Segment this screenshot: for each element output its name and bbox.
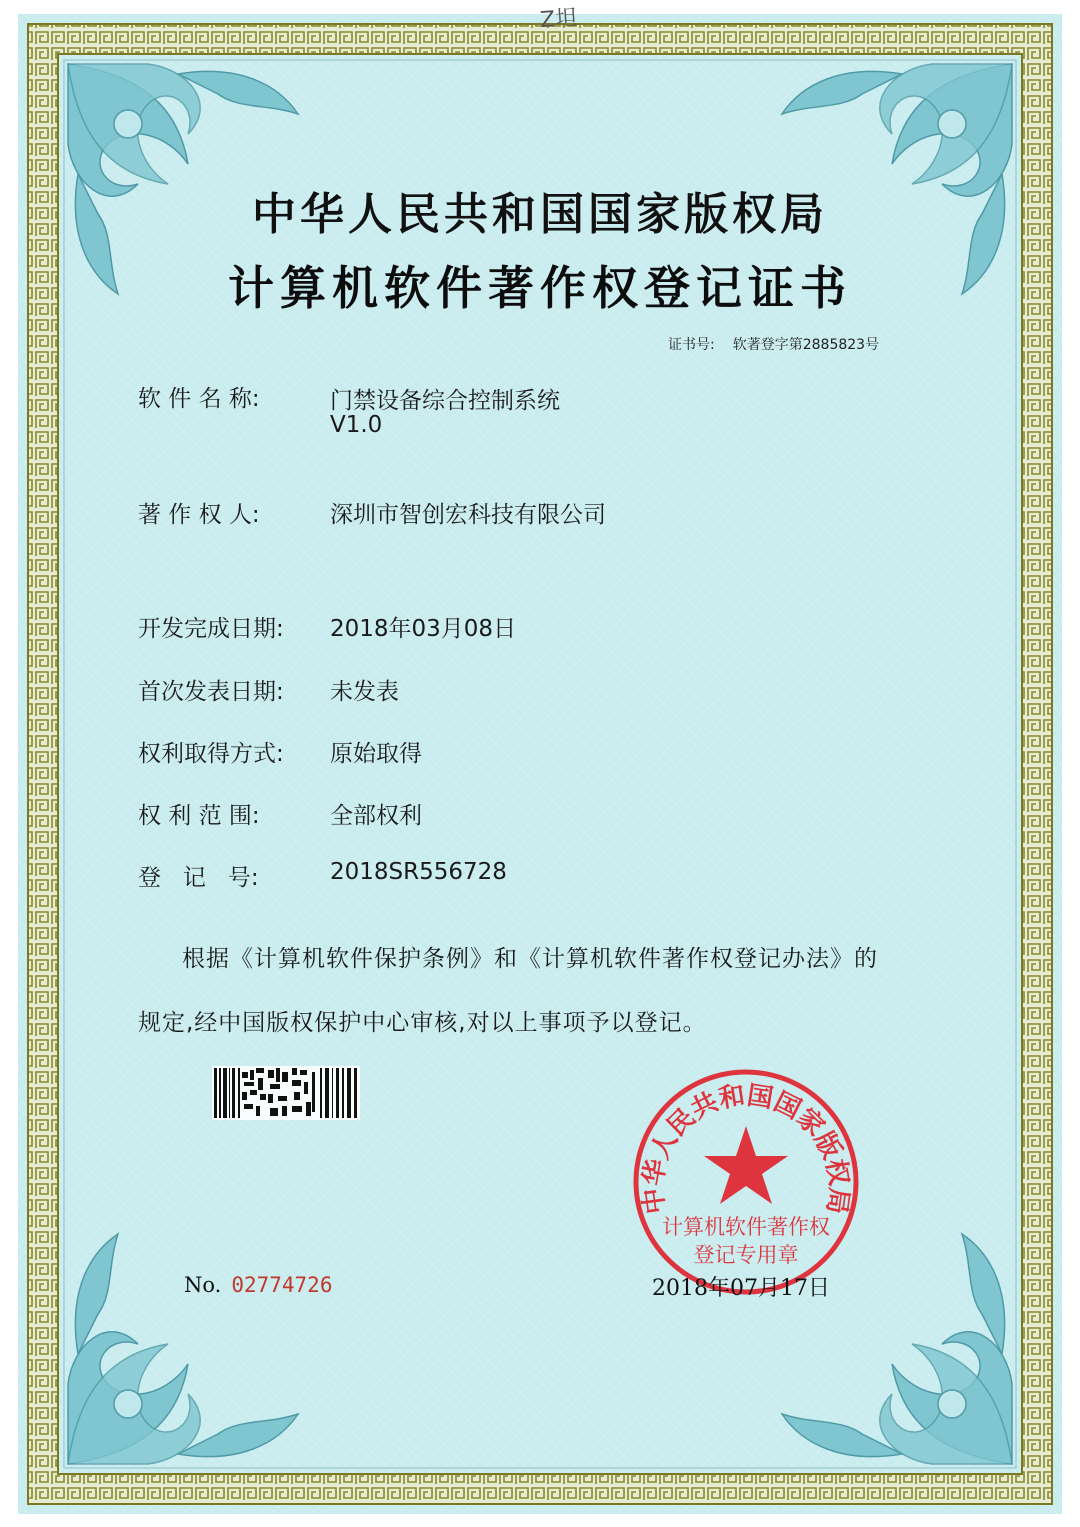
rights-scope-label: 权 利 范 围: <box>138 803 260 829</box>
registration-number-label: 登 记 号: <box>138 865 259 891</box>
software-version-value: V1.0 <box>330 412 383 438</box>
acquisition-method-label: 权利取得方式: <box>138 741 284 767</box>
issue-date: 2018年07月17日 <box>652 1276 830 1301</box>
handwritten-note: Z坦 <box>539 5 579 34</box>
certificate-title: 计算机软件著作权登记证书 <box>228 261 852 315</box>
publication-date-value: 未发表 <box>330 679 399 705</box>
barcode-image <box>212 1066 360 1120</box>
software-name-label: 软 件 名 称: <box>138 386 260 412</box>
corner-ornament-bottom-left <box>68 1234 298 1464</box>
statement-line-2: 规定,经中国版权保护中心审核,对以上事项予以登记。 <box>138 1010 707 1036</box>
serial-number <box>184 1273 332 1297</box>
seal-ring-text: 中华人民共和国国家版权局 <box>638 1080 854 1216</box>
seal-center-text-1: 计算机软件著作权 <box>662 1215 830 1239</box>
development-date-label: 开发完成日期: <box>138 616 284 642</box>
software-name-value: 门禁设备综合控制系统 <box>330 388 560 414</box>
publication-date-label: 首次发表日期: <box>138 679 284 705</box>
development-date-value: 2018年03月08日 <box>330 616 517 642</box>
certificate-number-value: 软著登字第2885823号 <box>732 337 880 353</box>
statement-line-1: 根据《计算机软件保护条例》和《计算机软件著作权登记办法》的 <box>182 946 878 972</box>
seal-center-text-2: 登记专用章 <box>693 1243 799 1267</box>
rights-scope-value: 全部权利 <box>330 803 422 829</box>
copyright-owner-label: 著 作 权 人: <box>138 502 260 528</box>
issuing-authority: 中华人民共和国国家版权局 <box>252 189 828 240</box>
serial-label: No. <box>184 1273 222 1297</box>
official-seal <box>628 1064 864 1300</box>
certificate-number-label: 证书号: <box>668 337 715 353</box>
copyright-owner-value: 深圳市智创宏科技有限公司 <box>330 502 606 528</box>
serial-value: 02774726 <box>231 1273 333 1297</box>
registration-number-value: 2018SR556728 <box>330 859 507 885</box>
certificate-number <box>668 334 879 354</box>
acquisition-method-value: 原始取得 <box>330 741 422 767</box>
